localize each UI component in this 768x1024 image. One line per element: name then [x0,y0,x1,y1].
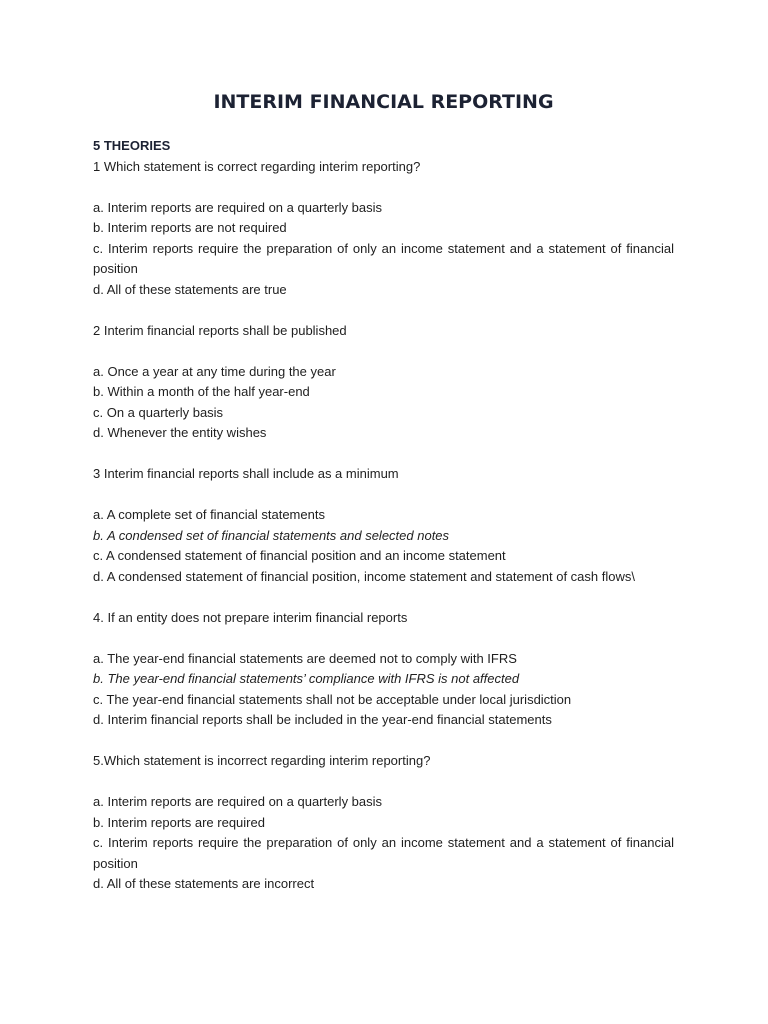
answer-option: c. Interim reports require the preparation of only an income statement and a statement of financial position [93,240,674,276]
spacer [93,587,674,608]
answer-option: b. A condensed set of financial statements and selected notes [93,527,450,543]
question-text: 4. If an entity does not prepare interim financial reports [93,609,408,625]
document-title: INTERIM FINANCIAL REPORTING [213,91,554,113]
question-block [93,608,674,752]
spacer [93,485,674,506]
answer-option: b. The year-end financial statements’ compliance with IFRS is not affected [93,671,520,686]
answer-option: b. Within a month of the half year-end [93,384,310,399]
question-text: 2 Interim financial reports shall be published [93,322,347,338]
document-page [93,88,674,895]
question-block [93,464,674,608]
answer-option: a. The year-end financial statements are deemed not to comply with IFRS [93,650,517,666]
answer-option: b. Interim reports are required [93,814,265,830]
answer-option: d. All of these statements are true [93,281,287,297]
answer-option: c. A condensed statement of financial position and an income statement [93,548,506,563]
answer-option: d. All of these statements are incorrect [93,876,315,891]
answer-option: c. The year-end financial statements shall not be acceptable under local jurisdiction [93,691,572,707]
answer-option: d. Whenever the entity wishes [93,425,267,440]
question-block [93,751,674,895]
question-text: 1 Which statement is correct regarding interim reporting? [93,158,421,174]
question-list [93,157,674,895]
spacer [93,341,674,362]
spacer [93,300,674,321]
answer-option: a. Once a year at any time during the year [93,363,336,379]
spacer [93,628,674,649]
answer-option: d. A condensed statement of financial position, income statement and statement of cash flows\ [93,568,635,584]
answer-option: a. A complete set of financial statements [93,507,325,522]
spacer [93,444,674,465]
question-text: 5.Which statement is incorrect regarding interim reporting? [93,753,431,768]
spacer [93,731,674,752]
question-text: 3 Interim financial reports shall include as a minimum [93,466,399,481]
answer-option: c. On a quarterly basis [93,404,224,420]
answer-option: b. Interim reports are not required [93,220,287,235]
answer-option: a. Interim reports are required on a quarterly basis [93,199,383,215]
question-block [93,157,674,321]
question-block [93,321,674,465]
answer-option: d. Interim financial reports shall be included in the year-end financial statements [93,712,552,727]
answer-option: a. Interim reports are required on a quarterly basis [93,794,383,809]
spacer [93,177,674,198]
answer-option: c. Interim reports require the preparation of only an income statement and a statement of financial position [93,835,674,871]
spacer [93,772,674,793]
section-label: 5 THEORIES [93,138,171,153]
